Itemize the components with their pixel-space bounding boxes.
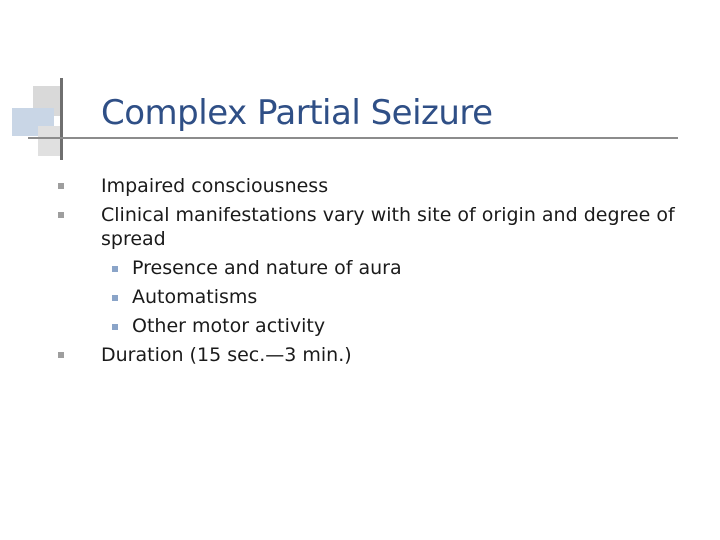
square-bullet-icon	[112, 266, 118, 272]
sub-list-item-text: Other motor activity	[132, 315, 326, 337]
slide-title: Complex Partial Seizure	[101, 93, 493, 133]
list-item-text: Impaired consciousness	[101, 175, 329, 197]
list-item-text: spread	[101, 228, 166, 250]
decorative-vertical-line	[60, 78, 63, 160]
sub-list-item-text: Automatisms	[132, 286, 258, 308]
square-bullet-icon	[112, 295, 118, 301]
list-item-text: Clinical manifestations vary with site of origin and degree of	[101, 204, 675, 226]
square-bullet-icon	[112, 324, 118, 330]
sub-list-item-text: Presence and nature of aura	[132, 257, 402, 279]
square-bullet-icon	[58, 183, 64, 189]
square-bullet-icon	[58, 352, 64, 358]
square-bullet-icon	[58, 212, 64, 218]
decorative-square	[38, 126, 62, 156]
title-underline	[28, 137, 678, 139]
list-item-text: Duration (15 sec.—3 min.)	[101, 344, 352, 366]
